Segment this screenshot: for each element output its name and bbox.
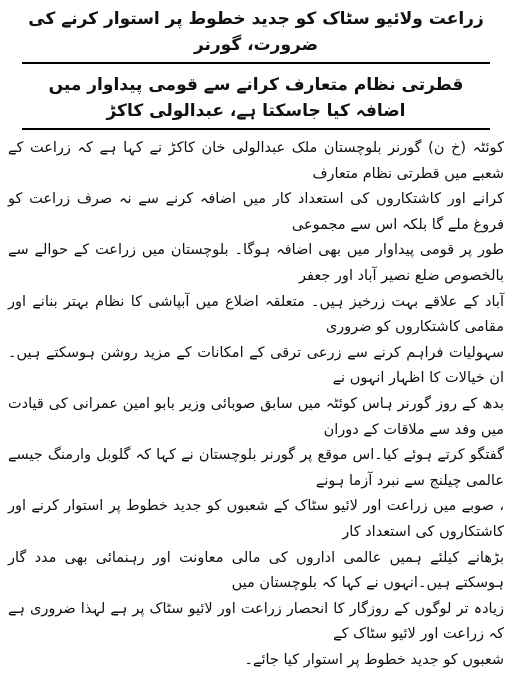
headline-line-1: زراعت ولائیو سٹاک کو جدید خطوط پر استوار کرنے کی ضرورت، گورنر: [22, 6, 490, 64]
body-line: ، صوبے میں زراعت اور لائیو سٹاک کے شعبوں کو جدید خطوط پر استوار کرنے اور کاشتکاروں کی استعداد کار: [8, 498, 504, 540]
body-line: کوئٹہ (خ ن) گورنر بلوچستان ملک عبدالولی خان کاکڑ نے کہا ہے کہ زراعت کے شعبے میں قطرتی نظام متعارف: [8, 140, 504, 182]
body-line: زیادہ تر لوگوں کے روزگار کا انحصار زراعت اور لائیو سٹاک پر ہے لہذا ضروری ہے کہ زراعت اور لائیو سٹاک کے: [8, 600, 504, 643]
headline-line-2: قطرتی نظام متعارف کرانے سے قومی پیداوار میں اضافہ کیا جاسکتا ہے، عبدالولی کاکڑ: [22, 64, 490, 130]
body-line: سہولیات فراہم کرنے سے زرعی ترقی کے امکانات کے مزید روشن ہوسکتے ہیں۔ان خیالات کا اظہار انہوں نے: [8, 344, 504, 387]
body-line: شعبوں کو جدید خطوط پر استوار کیا جائے۔: [244, 651, 504, 668]
article-body: [8, 136, 504, 673]
body-line: گفتگو کرتے ہوئے کیا۔اس موقع پر گورنر بلوچستان نے کہا کہ گلوبل وارمنگ جیسے عالمی چیلنج سے نبرد آزما ہونے: [8, 447, 504, 489]
body-line: کرانے اور کاشتکاروں کی استعداد کار میں اضافہ کرنے سے نہ صرف زراعت کو فروغ ملے گا بلکہ اس سے مجموعی: [8, 191, 504, 233]
body-line: طور پر قومی پیداوار میں بھی اضافہ ہوگا۔ بلوچستان میں زراعت کے حوالے سے بالخصوص ضلع نصیر آباد اور جعفر: [8, 242, 504, 284]
body-line: آباد کے علاقے بہت زرخیز ہیں۔ متعلقہ اضلاع میں آبپاشی کا نظام بہتر بنانے اور مقامی کاشتکاروں کو ضروری: [8, 293, 504, 336]
body-line: بدھ کے روز گورنر ہاس کوئٹہ میں سابق صوبائی وزیر بابو امین عمرانی کی قیادت میں وفد سے ملاقات کے دوران: [8, 395, 504, 438]
body-line: بڑھانے کیلئے ہمیں عالمی اداروں کی مالی معاونت اور رہنمائی بھی مدد گار ہوسکتے ہیں۔انہوں نے کہا کہ بلوچستان میں: [8, 549, 504, 592]
